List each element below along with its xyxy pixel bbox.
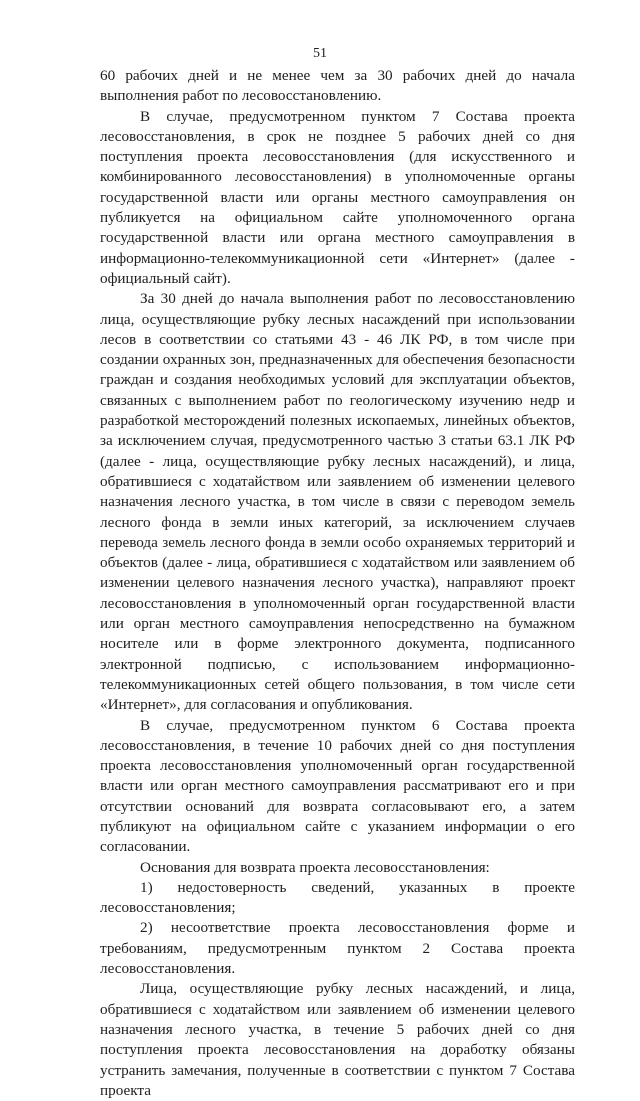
paragraph: За 30 дней до начала выполнения работ по лесовосстановлению лица, осуществляющие рубку лесных насаждений при использовании лесов в соответствии со статьями 43 - 46 ЛК РФ, в том числе при создании охранных зон, предназначенных для обеспечения безопасности граждан и создания необходимых условий для эксплуатации объектов, связанных с выполнением работ по геологическому изучению недр и разработкой месторождений полезных ископаемых, линейных объектов, за исключением случая, предусмотренного частью 3 статьи 63.1 ЛК РФ (далее - лица, осуществляющие рубку лесных насаждений), и лица, обратившиеся с ходатайством или заявлением об изменении целевого назначения лесного участка, в том числе в связи с переводом земель лесного фонда в земли иных категорий, за исключением случаев перевода земель лесного фонда в земли особо охраняемых территорий и объектов (далее - лица, обратившиеся с ходатайством или заявлением об изменении целевого назначения лесного участка), направляют проект лесовосстановления в уполномоченный орган государственной власти или орган местного самоуправления непосредственно на бумажном носителе или в форме электронного документа, подписанного электронной подписью, с использованием информационно-телекоммуникационных сетей общего пользования, в том числе сети «Интернет», для согласования и опубликования. bbox=[100, 290, 575, 714]
body-text bbox=[100, 66, 575, 1101]
list-item: 1) недостоверность сведений, указанных в проекте лесовосстановления; bbox=[100, 878, 575, 917]
paragraph-continued: 60 рабочих дней и не менее чем за 30 рабочих дней до начала выполнения работ по лесовосстановлению. bbox=[100, 67, 575, 105]
list-item: 2) несоответствие проекта лесовосстановления форме и требованиям, предусмотренным пунктом 2 Состава проекта лесовосстановления. bbox=[100, 919, 575, 978]
paragraph: Лица, осуществляющие рубку лесных насаждений, и лица, обратившиеся с ходатайством или заявлением об изменении целевого назначения лесного участка, в течение 5 рабочих дней со дня поступления проекта лесовосстановления на доработку обязаны устранить замечания, полученные в соответствии с пунктом 7 Состава проекта bbox=[100, 980, 575, 1099]
page-number: 51 bbox=[313, 46, 327, 61]
paragraph: В случае, предусмотренном пунктом 6 Состава проекта лесовосстановления, в течение 10 рабочих дней со дня поступления проекта лесовосстановления уполномоченный орган государственной власти или орган местного самоуправления рассматривают его и при отсутствии оснований для возврата согласовывают его, а затем публикуют на официальном сайте с указанием информации о его согласовании. bbox=[100, 716, 575, 856]
paragraph: Основания для возврата проекта лесовосстановления: bbox=[140, 858, 490, 876]
paragraph: В случае, предусмотренном пунктом 7 Состава проекта лесовосстановления, в срок не позднее 5 рабочих дней со дня поступления проекта лесовосстановления (для искусственного и комбинированного лесовосстановления) в уполномоченные органы государственной власти или органы местного самоуправления он публикуется на официальном сайте уполномоченного органа государственной власти или органа местного самоуправления в информационно-телекоммуникационной сети «Интернет» (далее - официальный сайт). bbox=[100, 107, 575, 287]
